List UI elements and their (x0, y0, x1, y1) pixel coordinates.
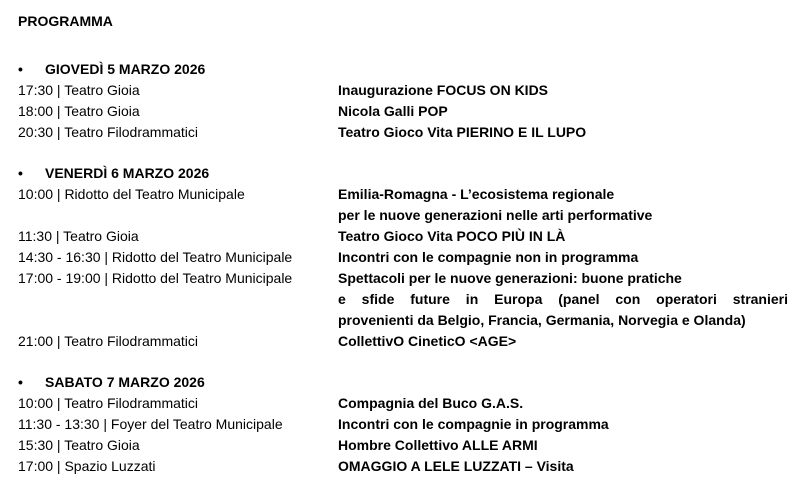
event-time-venue: 17:30 | Teatro Gioia (18, 82, 140, 98)
event-time-venue: 11:30 - 13:30 | Foyer del Teatro Municipale (18, 416, 283, 432)
event-title (338, 80, 788, 101)
event-title-line: per le nuove generazioni nelle arti performative (338, 207, 653, 223)
event-time-venue: 14:30 - 16:30 | Ridotto del Teatro Municipale (18, 249, 293, 265)
day-section-friday (18, 163, 788, 352)
event-title (338, 226, 788, 247)
event-row (18, 247, 788, 268)
event-title (338, 414, 788, 435)
event-row (18, 184, 788, 226)
day-heading (18, 163, 788, 184)
event-row (18, 122, 788, 143)
event-time-venue: 10:00 | Ridotto del Teatro Municipale (18, 186, 245, 202)
event-title-line: Nicola Galli POP (338, 103, 448, 119)
event-time-venue: 17:00 - 19:00 | Ridotto del Teatro Municipale (18, 270, 293, 286)
event-title (338, 456, 788, 477)
day-date: SABATO 7 MARZO 2026 (45, 374, 205, 390)
event-title-line: Spettacoli per le nuove generazioni: buone pratiche (338, 270, 682, 286)
event-title (338, 393, 788, 414)
event-row (18, 101, 788, 122)
event-title-line: Incontri con le compagnie in programma (338, 416, 609, 432)
event-title-line: provenienti da Belgio, Francia, Germania, Norvegia e Olanda) (338, 312, 746, 328)
event-time-venue: 10:00 | Teatro Filodrammatici (18, 395, 199, 411)
bullet-icon: • (18, 165, 23, 181)
event-title (338, 435, 788, 456)
event-title (338, 331, 788, 352)
day-section-saturday (18, 372, 788, 477)
event-title-line: Emilia-Romagna - L’ecosistema regionale (338, 186, 615, 202)
event-title-line: Teatro Gioco Vita POCO PIÙ IN LÀ (338, 228, 566, 244)
event-row (18, 435, 788, 456)
event-time-venue: 11:30 | Teatro Gioia (18, 228, 139, 244)
bullet-icon: • (18, 374, 23, 390)
event-title-line: Hombre Collettivo ALLE ARMI (338, 437, 538, 453)
event-row (18, 414, 788, 435)
day-heading (18, 372, 788, 393)
document-title: PROGRAMMA (18, 13, 113, 29)
day-date: VENERDÌ 6 MARZO 2026 (45, 165, 210, 181)
event-title (338, 101, 788, 122)
event-title (338, 268, 788, 331)
day-heading (18, 59, 788, 80)
event-row (18, 226, 788, 247)
event-title-line: Inaugurazione FOCUS ON KIDS (338, 82, 549, 98)
bullet-icon: • (18, 61, 23, 77)
event-time-venue: 18:00 | Teatro Gioia (18, 103, 140, 119)
event-row (18, 268, 788, 331)
event-time-venue: 15:30 | Teatro Gioia (18, 437, 140, 453)
event-title (338, 247, 788, 268)
event-title-line: Compagnia del Buco G.A.S. (338, 395, 524, 411)
day-date: GIOVEDÌ 5 MARZO 2026 (45, 61, 206, 77)
event-row (18, 456, 788, 477)
event-time-venue: 21:00 | Teatro Filodrammatici (18, 333, 199, 349)
event-time-venue: 17:00 | Spazio Luzzati (18, 458, 156, 474)
event-row (18, 393, 788, 414)
event-title-line: e sfide future in Europa (panel con operatori stranieri (338, 291, 788, 307)
event-title (338, 122, 788, 143)
event-title (338, 184, 788, 226)
day-section-thursday (18, 59, 788, 143)
event-title-line: CollettivO CineticO <AGE> (338, 333, 517, 349)
event-time-venue: 20:30 | Teatro Filodrammatici (18, 124, 199, 140)
event-title-line: Teatro Gioco Vita PIERINO E IL LUPO (338, 124, 587, 140)
event-title-line: Incontri con le compagnie non in programma (338, 249, 639, 265)
event-row (18, 331, 788, 352)
event-title-line: OMAGGIO A LELE LUZZATI – Visita (338, 458, 574, 474)
event-row (18, 80, 788, 101)
